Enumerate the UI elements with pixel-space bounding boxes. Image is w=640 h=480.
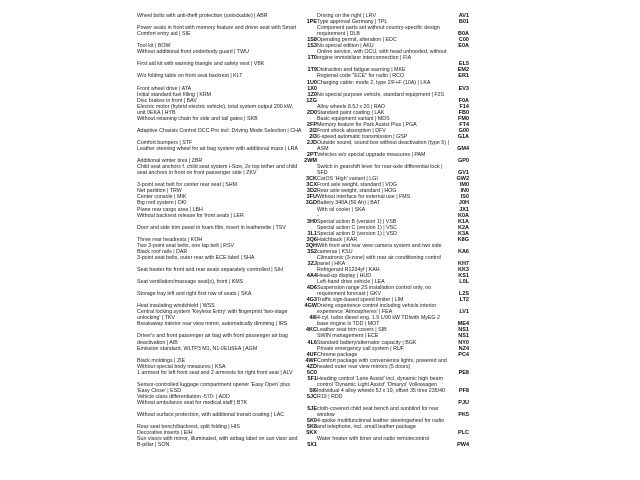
equipment-description: 1 armrest for left front seat and 2 armrests for right front seat | ALV — [137, 369, 293, 376]
equipment-code: 3H0 — [306, 218, 317, 225]
equipment-description: With front and rear view camera system and two side cameras | KSU — [317, 242, 442, 255]
equipment-description: Without additional front underbody guard | TWU — [137, 49, 249, 56]
equipment-code: NS1 — [458, 333, 469, 340]
equipment-entry — [317, 406, 469, 418]
equipment-description: Plane rear cargo area | LBH — [137, 206, 203, 213]
equipment-list-left — [137, 13, 317, 448]
equipment-description: Front wheel drive | ATA — [137, 85, 192, 92]
equipment-code-secondary: 5F1 — [307, 375, 317, 382]
equipment-code: LT2 — [459, 297, 469, 304]
equipment-code: 3ZJ — [307, 260, 317, 267]
equipment-description: No special edition | AKU — [317, 43, 374, 50]
equipment-code: 1Z0 — [307, 91, 317, 98]
equipment-description: Without ambulance seat for medical staff | BTK — [137, 400, 248, 406]
equipment-entry — [137, 116, 317, 128]
equipment-description: Battery 340A (56 Ah) | BAT — [317, 200, 381, 207]
equipment-entry — [137, 382, 317, 394]
equipment-code: 4KC — [305, 327, 317, 334]
equipment-description: Special action B (version 1) | VSB — [317, 218, 397, 225]
equipment-description: - — [317, 212, 319, 219]
equipment-entry — [137, 164, 317, 182]
equipment-description: Distraction and fatigue warning | MKE — [317, 67, 406, 74]
equipment-entry — [317, 375, 469, 400]
equipment-description: Head-up display | HUD — [317, 273, 372, 280]
equipment-description: First aid kit with warning triangle and safety vest | VBK — [137, 61, 265, 68]
equipment-description: Seat ventilation/massage seat(s), front | KMS — [137, 279, 244, 286]
equipment-description: Driver's and front passenger air bag with front passenger air bag deactivation | AIB — [137, 333, 288, 346]
equipment-code — [304, 128, 317, 140]
equipment-entry — [317, 418, 469, 436]
equipment-code: LV1 — [459, 309, 469, 316]
equipment-description: Suspension range 2S installation control only, no requirement forecast | GKV — [317, 285, 432, 298]
equipment-code: 4ZD — [306, 363, 317, 370]
equipment-code: B01 — [458, 19, 469, 26]
equipment-entry — [137, 400, 317, 412]
equipment-entry — [137, 73, 317, 85]
equipment-description: Without surface protection, with additional transit coating | LAC — [137, 412, 285, 419]
equipment-description: Without retaining chain for side and tail gates | SKB — [137, 115, 258, 122]
equipment-description: Central locking system 'Keyless Entry' with fingerprint 'two-stage unlocking' | TKV — [137, 309, 288, 322]
equipment-description: W/o folding table on front seat backrest | KLT — [137, 73, 243, 80]
equipment-description: Private emergency call system | RUF — [317, 345, 405, 352]
equipment-code: 2FP — [306, 121, 317, 128]
equipment-code: 3L1 — [307, 230, 317, 237]
equipment-code: 4WF — [305, 357, 317, 364]
equipment-code: 2D0 — [306, 109, 317, 116]
equipment-code: JX1 — [459, 206, 469, 213]
equipment-description: Emission standard, WLTP3 M1, N1-I/EU6EA | AGM — [137, 345, 258, 352]
equipment-description: Sensor-controlled luggage compartment opener 'Easy Open' plus 'Easy Close' | ESD — [137, 381, 291, 394]
equipment-entry — [317, 315, 469, 327]
equipment-code: FB0 — [458, 109, 469, 116]
equipment-code: 3D2 — [306, 188, 317, 195]
equipment-code: 2JD — [306, 139, 317, 146]
equipment-description: Memory feature for Park Assist Plus | PGA — [317, 121, 417, 128]
equipment-code: 1S8 — [307, 37, 317, 44]
equipment-code: ER1 — [458, 73, 469, 80]
equipment-description: With oil cooler | SKA — [317, 206, 366, 213]
equipment-description: Black moldings | ZIE — [137, 357, 186, 364]
equipment-code: 3S2 — [307, 248, 317, 255]
equipment-entry — [137, 267, 317, 279]
equipment-entry — [137, 104, 317, 116]
equipment-code: NY0 — [458, 339, 469, 346]
equipment-entry — [137, 25, 317, 43]
equipment-entry — [137, 333, 317, 345]
equipment-code: 5JC — [306, 393, 317, 400]
equipment-entry — [137, 321, 317, 333]
equipment-description: Breakaway interior rear view mirror, automatically dimming | IRS — [137, 321, 288, 328]
equipment-code: 5X1 — [307, 442, 317, 449]
equipment-entry — [137, 346, 317, 358]
equipment-description: Water heater with timer and radio remotecontrol — [317, 436, 429, 443]
equipment-code: IM0 — [459, 182, 469, 189]
equipment-code: NZ4 — [458, 345, 469, 352]
equipment-description: Wheel bolts with anti-theft protection (unlockable) | ABR — [137, 13, 268, 19]
equipment-entry — [317, 25, 469, 37]
equipment-code: IN0 — [460, 188, 469, 195]
equipment-code: KA6 — [457, 248, 469, 255]
equipment-description: Standard battery/alternator capacity | BGK — [317, 339, 417, 346]
equipment-code: 3Q6 — [306, 236, 317, 243]
equipment-code: 1U0 — [306, 79, 317, 86]
equipment-description: Online service, with OCU, with head unhooded, without engine immobilizer interconnection | FIA — [317, 49, 447, 62]
equipment-entry — [317, 152, 469, 164]
equipment-code: F0A — [458, 97, 469, 104]
equipment-code-primary: 2I2 — [309, 127, 317, 134]
equipment-code: PW4 — [457, 442, 469, 449]
equipment-description: 4-spoke multifunctional leather steeringwheel for radio and telephone, incl. small leather package — [317, 418, 444, 431]
equipment-entry — [317, 80, 469, 92]
equipment-description: Three rear headrests | KOH — [137, 236, 203, 243]
equipment-code: 3CX — [306, 182, 317, 189]
equipment-entry — [317, 285, 469, 297]
equipment-code: 3GD — [305, 200, 317, 207]
equipment-entry — [137, 436, 317, 448]
equipment-code: 1X0 — [307, 85, 317, 92]
equipment-code: 4I6 — [309, 315, 317, 322]
equipment-code-primary: 5C0 — [306, 369, 317, 376]
equipment-entry — [137, 128, 317, 140]
equipment-description: Disc brakes in front | BAV — [137, 97, 197, 104]
equipment-code: 4D6 — [306, 285, 317, 292]
equipment-entry — [317, 92, 469, 104]
equipment-description: Front axle weight, standard | VOG — [317, 182, 397, 189]
equipment-entry — [137, 279, 317, 291]
equipment-description: Driving experience control including vehicle interior experience 'Atmospheres' | FEA — [317, 303, 437, 316]
equipment-code: NS1 — [458, 327, 469, 334]
equipment-code: 1T9 — [307, 67, 317, 74]
equipment-description: Rear seat bench/backrest, split folding | HIS — [137, 424, 240, 431]
equipment-entry — [137, 225, 317, 237]
equipment-description: Seat heater for front and rear seats separately controlled | SIH — [137, 266, 283, 273]
equipment-entry — [317, 436, 469, 448]
equipment-code: 5KX — [306, 430, 317, 437]
equipment-description: Rear axle weight, standard | HOG — [317, 188, 397, 195]
equipment-code: KK3 — [457, 266, 469, 273]
equipment-description: Special action D (version 1) | VSD — [317, 230, 397, 237]
equipment-code: GW2 — [456, 176, 469, 183]
equipment-code: ME4 — [457, 321, 469, 328]
equipment-code: KS1 — [458, 273, 469, 280]
equipment-code: 4A4 — [306, 273, 317, 280]
equipment-code: AV1 — [458, 13, 469, 19]
equipment-code: 5K8 — [306, 424, 317, 431]
equipment-description: Driving on the right | LRV — [317, 13, 376, 19]
equipment-entry — [137, 309, 317, 321]
equipment-description: Big roof system | DKI — [137, 200, 187, 207]
equipment-code: G00 — [458, 127, 469, 134]
equipment-code: FT4 — [459, 121, 469, 128]
equipment-entry — [137, 13, 317, 25]
equipment-entry — [317, 394, 469, 406]
equipment-code: 1PE — [306, 19, 317, 26]
equipment-code: PLC — [458, 430, 469, 437]
equipment-description: Climatronic (3-zone) with rear air conditioning control panel | HKA — [317, 254, 441, 267]
equipment-code: L0L — [459, 279, 469, 286]
equipment-entry — [137, 49, 317, 61]
equipment-code: 3QH — [305, 242, 317, 249]
equipment-description: CarOS 'High' variant | LGI — [317, 176, 378, 183]
equipment-code: 5K0 — [306, 418, 317, 425]
equipment-entry — [137, 291, 317, 303]
equipment-description: Vehicles w/o special upgrade measures | PAM — [317, 152, 426, 159]
equipment-description: Hatchback | KAR — [317, 236, 358, 243]
equipment-description: Heading control 'Lane Assist' incl. dynamic high beam control 'Dynamic Light Assist' 'Omarys' Volkswagen Individual 4 alloy wheels 5J x 19, offset 35 tires 235/40 R19 | RDD — [317, 375, 445, 400]
equipment-entry — [317, 303, 469, 315]
equipment-description: Comfort bumpers | STF — [137, 139, 193, 146]
equipment-description: Operating permit, alteration | EDC — [317, 37, 397, 44]
equipment-entry — [317, 49, 469, 67]
equipment-entry — [317, 140, 469, 152]
equipment-description: Traffic sign-based speed limiter | LIM — [317, 297, 404, 304]
equipment-code: GP0 — [457, 158, 469, 165]
equipment-code: PK5 — [458, 412, 469, 419]
equipment-code: 5JE — [307, 406, 317, 413]
equipment-description: Without interface for external use | FMS — [317, 194, 411, 201]
equipment-code: 4GW — [304, 303, 317, 310]
equipment-description: Type approval Germany | TPL — [317, 19, 388, 26]
equipment-code: F14 — [459, 103, 469, 110]
equipment-code: EM2 — [457, 67, 469, 74]
equipment-code: B0A — [457, 31, 469, 38]
equipment-entry — [137, 213, 317, 225]
equipment-description: Charging cable: mode 2, type 2/F+F (10A) | LKA — [317, 79, 431, 86]
equipment-code: FM0 — [458, 115, 469, 122]
equipment-description: Center console | MIK — [137, 194, 187, 201]
equipment-description: Heat insulating windshield | WSS — [137, 303, 215, 310]
equipment-description: Adaptive Chassis Control DCC Pro incl. Driving Mode Selection | CHA — [137, 127, 302, 134]
equipment-code: EL5 — [458, 61, 469, 68]
equipment-code: PE8 — [458, 369, 469, 376]
equipment-code: PF8 — [458, 387, 469, 394]
equipment-description: Without special body measures | KSA — [137, 363, 226, 370]
equipment-code — [304, 370, 317, 382]
equipment-description: Sun visors with mirror, illuminated, with airbag label on sun visor and B-pillar | SON — [137, 436, 298, 449]
equipment-code: GV1 — [457, 170, 469, 177]
equipment-code: J0H — [458, 200, 469, 207]
equipment-entry — [317, 358, 469, 376]
equipment-description: Decorative inserts | EIH — [137, 430, 193, 437]
equipment-code: K1A — [457, 218, 469, 225]
equipment-code: K8G — [457, 236, 469, 243]
equipment-code: 2WM — [304, 158, 317, 165]
equipment-entry — [317, 164, 469, 176]
equipment-description: Chrome package — [317, 351, 358, 358]
equipment-description: Electric motor (hybrid electric vehicle), total system output 200 kW, unit 0EKA | HYB — [137, 103, 294, 116]
equipment-description: 4-cyl. turbo diesel eng. 1.9 L/90 kW TDIwith MyEG 2 base engine is TDD | MOT — [317, 315, 440, 328]
equipment-description: Outside sound, sound box without deactivation (type 5) | ASM — [317, 139, 449, 153]
equipment-code: PJU — [458, 400, 469, 406]
equipment-description: Switch in gearshift lever for rear-axle differential lock | SFD — [317, 164, 443, 177]
equipment-code: G1A — [457, 133, 469, 140]
equipment-entry — [137, 61, 317, 73]
equipment-description — [317, 394, 451, 406]
equipment-code: 4G3 — [306, 297, 317, 304]
equipment-description: Refrigerant R1234yf | KAH — [317, 266, 380, 273]
equipment-code: K2A — [457, 224, 469, 231]
equipment-code: KH7 — [457, 260, 469, 267]
equipment-description: cloth-covered child seat bench and sunblind for rear window — [317, 406, 439, 419]
equipment-code: GM4 — [457, 146, 469, 153]
equipment-code: K0A — [457, 212, 469, 219]
equipment-entry — [137, 146, 317, 158]
equipment-description: Left-hand drive vehicle | LEA — [317, 279, 385, 286]
equipment-entry — [317, 243, 469, 255]
equipment-code: 1S3 — [307, 43, 317, 50]
equipment-code: C00 — [458, 37, 469, 44]
equipment-description: 6-speed automatic transmission | GSP — [317, 133, 408, 140]
equipment-description: Regional code "ECE" for radio | RCO — [317, 73, 404, 80]
equipment-description: Standard paint coating | LAK — [317, 109, 385, 116]
equipment-code: 3CK — [305, 176, 317, 183]
equipment-description: Comfort package with convenience lights, powered and heated outer rear view mirrors (5 doors) — [317, 357, 447, 370]
equipment-list-right — [317, 13, 469, 448]
equipment-description: Leather seat trim covers | SIB — [317, 327, 387, 334]
equipment-description: Two 3-point seat belts, one lap belt | RSV — [137, 242, 235, 249]
equipment-description: Leather steering wheel for air bag system with additional mass | LRA — [137, 146, 298, 153]
equipment-description: SWIN management | ECE — [317, 333, 379, 340]
equipment-description: Initial standard fuel filling | KRM — [137, 91, 212, 98]
equipment-description: Net partition | TRW — [137, 188, 182, 195]
equipment-code: IS0 — [460, 194, 469, 201]
equipment-description: 3-point seat belt for center rear seat | SHM — [137, 182, 238, 189]
equipment-code: 1T0 — [307, 55, 317, 62]
equipment-code: PC4 — [458, 351, 469, 358]
equipment-entry — [137, 370, 317, 382]
equipment-code: L2S — [458, 291, 469, 298]
equipment-code-secondary: 2I3 — [309, 133, 317, 140]
equipment-code: 3FU — [306, 194, 317, 201]
equipment-description: Vehicle class differentiation -570- | ADD — [137, 393, 230, 400]
equipment-description: Additional winter tires | ZBR — [137, 158, 203, 165]
equipment-code: 2PT — [306, 152, 317, 159]
equipment-description: Component parts set without country-specific design requirement | DLB — [317, 25, 440, 38]
equipment-description: Child seat anchors f. child seat system i-Size, 2x top tether and child seat anchors in front on front passenger side | ZKV — [137, 164, 298, 177]
equipment-code: 5I6 — [309, 387, 317, 394]
equipment-description: Special action C (version 1) | VSC — [317, 224, 397, 231]
equipment-code: 1ZG — [306, 97, 317, 104]
equipment-code: K3A — [457, 230, 469, 237]
equipment-description: Alloy wheels 8.5J x 20 | RAD — [317, 103, 385, 110]
equipment-description: Storage tray left and right first row of seats | SKA — [137, 291, 252, 298]
equipment-description: Tool kit | BOW — [137, 43, 171, 50]
equipment-description: Basic equipment variant | MDS — [317, 115, 390, 122]
equipment-code: EV3 — [458, 85, 469, 92]
equipment-entry — [137, 255, 317, 267]
equipment-code: 4L6 — [307, 339, 317, 346]
equipment-code: 4UF — [306, 351, 317, 358]
equipment-description: Front shock absorption | DFV — [317, 127, 386, 134]
equipment-description: Door and side trim panel in foam film, insert in leatherette | TSV — [137, 224, 286, 231]
equipment-entry — [317, 255, 469, 267]
equipment-description: Black roof rails | DAR — [137, 248, 188, 255]
equipment-description: Power seats in front with memory feature and driver seat with Smart Comfort entry aid | SIE — [137, 25, 297, 38]
equipment-entry — [137, 412, 317, 424]
equipment-code: E0A — [458, 43, 469, 50]
equipment-description: 3-point seat belts, outer rear with ECE label | SHA — [137, 254, 255, 261]
equipment-description: Without backrest release for front seats | LER — [137, 212, 244, 219]
equipment-description: No special purpose vehicle, standard equipment | F2S — [317, 91, 445, 98]
